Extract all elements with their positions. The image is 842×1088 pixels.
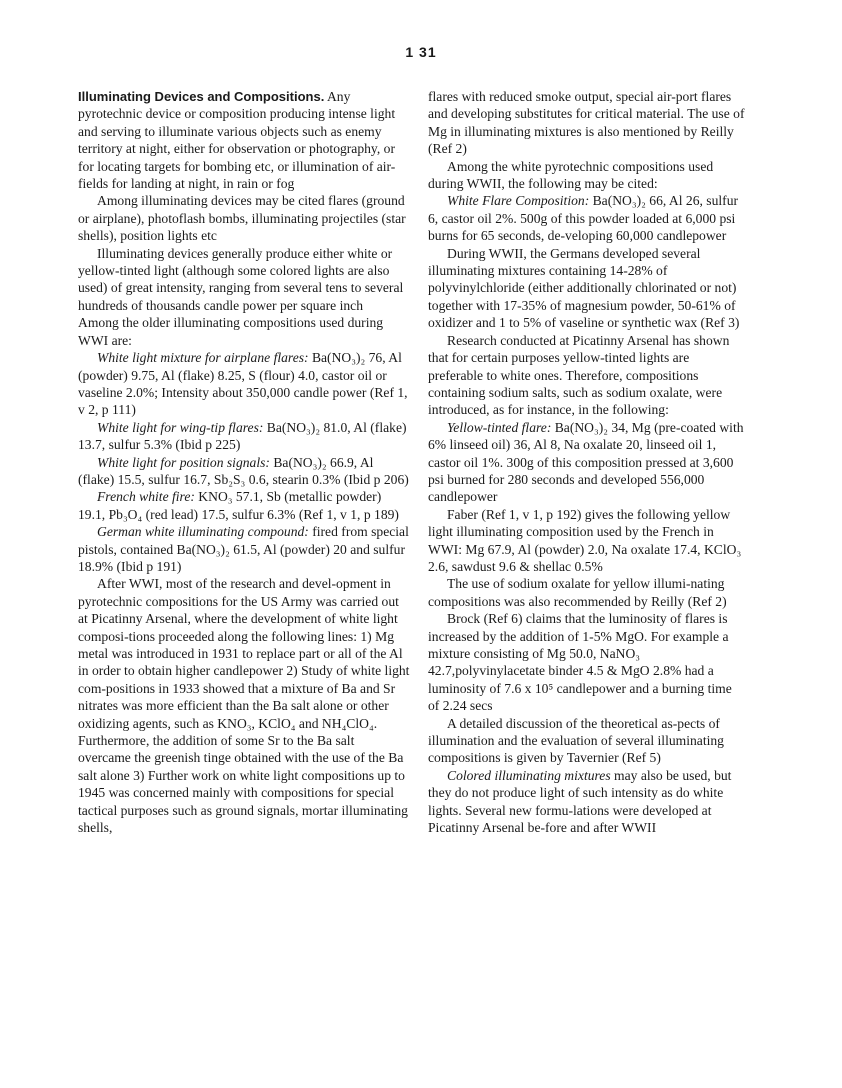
composition-title: French white fire: [97, 489, 195, 505]
older-compositions-paragraph: Among the older illuminating compositions used during WWI are: [78, 315, 384, 348]
devices-paragraph: Among illuminating devices may be cited flares (ground or airplane), photoflash bombs, illuminating projectiles (star shells), position lights etc [78, 193, 406, 244]
composition-item-airplane-flares [78, 349, 410, 419]
right-column [428, 88, 746, 836]
composition-title: White light mixture for airplane flares: [97, 350, 309, 366]
oxalate-paragraph: The use of sodium oxalate for yellow illumi-nating compositions was also recommended by Reilly (Ref 2) [428, 576, 727, 609]
research-paragraph: Research conducted at Picatinny Arsenal has shown that for certain purposes yellow-tinted lights are preferable to white ones. Therefore, compositions containing sodium salts, such as sodium oxalate, were introduced, as for instance, in the following: [428, 332, 730, 418]
composition-title: White Flare Composition: [447, 193, 590, 209]
composition-title: White light for position signals: [97, 454, 270, 470]
germans-paragraph: During WWII, the Germans developed several illuminating mixtures containing 14-28% of polyvinylchloride (either additionally chlorinated or not) together with 17-35% of magnesium powder, 50-61% of oxidizer and 1 to 5% of vaseline or synthetic wax (Ref 3) [428, 245, 740, 331]
left-column [78, 88, 410, 836]
composition-item-wing-tip-flares [78, 419, 410, 454]
composition-text: Ba(NO₃)₂ 76, Al (powder) 9.75, Al (flake) 8.25, S (flour) 4.0, castor oil or vaseline 2.0%; Intensity about 350,000 candle power (Ref 1, v 2, p 111) [78, 350, 408, 418]
composition-text: Ba(NO₃)₂ 66.9, Al (flake) 15.5, sulfur 16.7, Sb₂S₃ 0.6, stearin 0.3% (Ibid p 206) [78, 454, 409, 487]
brock-paragraph: Brock (Ref 6) claims that the luminosity of flares is increased by the addition of 1-5% MgO. For example a mixture consisting of Mg 50.0, NaNO₃ 42.7,polyvinylacetate binder 4.5 & MgO 2.8% had a luminosity of 7.6 x 10⁵ candlepower and a burning time of 2.24 secs [428, 611, 732, 714]
composition-text: KNO₃ 57.1, Sb (metallic powder) 19.1, Pb₃O₄ (red lead) 17.5, sulfur 6.3% (Ref 1, v 1, p 189) [78, 489, 399, 522]
page-number: 1 31 [405, 44, 437, 60]
composition-item-german-compound [78, 523, 410, 575]
colored-mixtures-paragraph [428, 767, 746, 837]
composition-item-position-signals [78, 454, 410, 489]
wwii-paragraph: Among the white pyrotechnic compositions used during WWII, the following may be cited: [428, 158, 714, 192]
composition-item-white-flare [428, 192, 746, 244]
continued-paragraph: flares with reduced smoke output, special air-port flares and developing substitutes for critical material. The use of Mg in illuminating mixtures is also mentioned by Reilly (Ref 2) [428, 89, 745, 157]
composition-title: Yellow-tinted flare: [447, 419, 552, 435]
composition-title: Colored illuminating mixtures [447, 767, 611, 783]
composition-text: fired from special pistols, contained Ba(NO₃)₂ 61.5, Al (powder) 20 and sulfur 18.9% (Ibid p 191) [78, 524, 409, 574]
composition-item-french-white-fire [78, 488, 410, 523]
composition-text: Ba(NO₃)₂ 66, Al 26, sulfur 6, castor oil 2%. 500g of this powder loaded at 6,000 psi burns for 65 seconds, de-veloping 60,000 candlepower [428, 193, 739, 244]
faber-paragraph: Faber (Ref 1, v 1, p 192) gives the following yellow light illuminating composition used by the French in WWI: Mg 67.9, Al (powder) 2.0, Na oxalate 17.4, KClO₃ 2.6, sawdust 9.6 & shellac 0.5% [428, 506, 742, 574]
light-paragraph: Illuminating devices generally produce either white or yellow-tinted light (although some colored lights are also used) of great intensity, ranging from several tens to several hundreds of thousands candle power per square inch [78, 245, 404, 313]
after-wwi-paragraph: After WWI, most of the research and devel-opment in pyrotechnic compositions for the US Army was carried out at Picatinny Arsenal, where the development of white light composi-tions proceeded along the following lines: 1) Mg metal was introduced in 1931 to replace part or all of the Al in order to obtain higher candlepower 2) Study of white light com-positions in 1933 showed that a mixture of Ba and Sr nitrates was more efficient than the Ba salt alone or other oxidizing agents, such as KNO₃, KClO₄ and NH₄ClO₄. Furthermore, the addition of some Sr to the Ba salt overcame the greenish tinge obtained with the use of the Ba salt alone 3) Further work on white light compositions up to 1945 was concerned mainly with compositions for special tactical purposes such as ground signals, mortar illuminating shells, [78, 576, 410, 836]
composition-text: Ba(NO₃)₂ 34, Mg (pre-coated with 6% linseed oil) 36, Al 8, Na oxalate 20, linseed oil 1, castor oil 1%. 300g of this composition pressed at 3,600 psi burned for 280 seconds and developed 556,000 candlepower [428, 419, 744, 505]
composition-title: German white illuminating compound: [97, 524, 309, 540]
composition-title: White light for wing-tip flares: [97, 419, 264, 435]
composition-text: may also be used, but they do not produce light of such intensity as do white lights. Several new formu-lations were developed at Picatinny Arsenal be-fore and after WWII [428, 767, 732, 836]
intro-paragraph [78, 88, 410, 192]
detailed-discussion-paragraph: A detailed discussion of the theoretical as-pects of illumination and the evaluation of several illuminating compositions is given by Tavernier (Ref 5) [428, 715, 724, 766]
section-heading: Illuminating Devices and Compositions. [78, 89, 325, 104]
composition-item-yellow-flare [428, 419, 746, 506]
intro-text: Any pyrotechnic device or composition producing intense light and serving to illuminate various objects such as enemy territory at night, either for observation or photography, or for locating targets for bombing etc, or illumination of air-fields for landing at night, in rain or fog [78, 89, 396, 192]
composition-text: Ba(NO₃)₂ 81.0, Al (flake) 13.7, sulfur 5.3% (Ibid p 225) [78, 419, 407, 453]
